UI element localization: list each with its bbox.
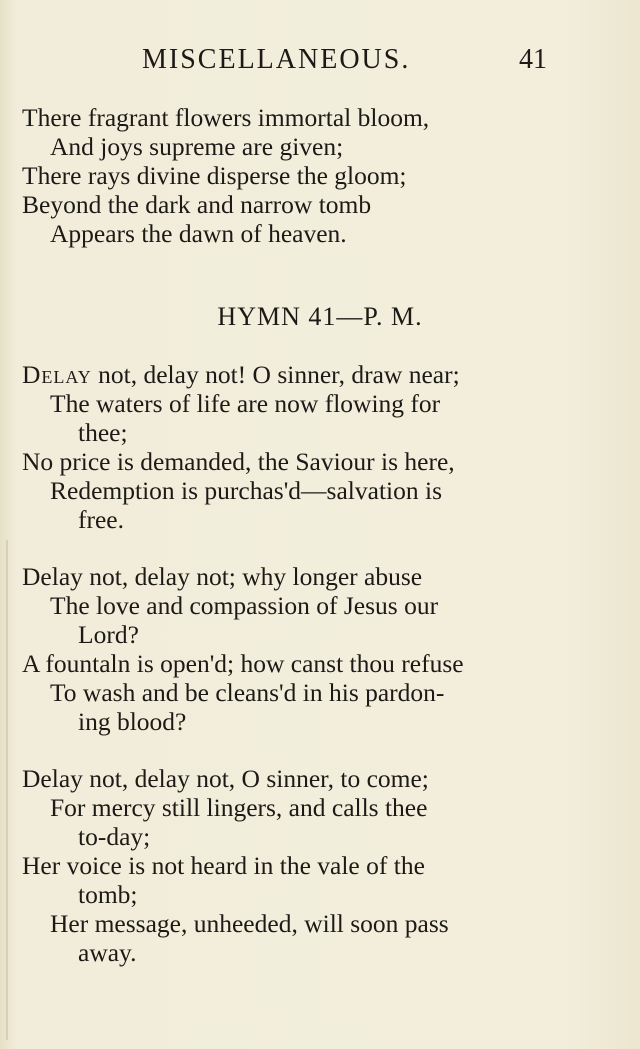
verse-line [0,360,640,389]
hymn-stanza-1 [0,360,640,534]
verse-line: Her message, unheeded, will soon pass [50,909,449,938]
previous-stanza [0,103,640,248]
verse-line: ing blood? [78,707,187,736]
verse-line: And joys supreme are given; [50,132,344,161]
running-header [0,44,640,84]
hymn-stanza-3 [0,764,640,967]
verse-line: to-day; [78,822,151,851]
drop-word: Delay [22,360,92,389]
verse-line: A fountaln is open'd; how canst thou refuse [22,649,464,678]
verse-line: Appears the dawn of heaven. [50,219,347,248]
hymn-stanza-2 [0,562,640,736]
verse-line: The waters of life are now flowing for [50,389,441,418]
verse-line: free. [78,505,124,534]
verse-line: away. [78,938,137,967]
verse-line: Redemption is purchas'd—salvation is [50,476,443,505]
verse-line: tomb; [78,880,138,909]
verse-line: The love and compassion of Jesus our [50,591,439,620]
verse-line: For mercy still lingers, and calls thee [50,793,428,822]
verse-line: There fragrant flowers immortal bloom, [22,103,430,132]
verse-line: Lord? [78,620,139,649]
verse-line: Her voice is not heard in the vale of the [22,851,425,880]
verse-line: Beyond the dark and narrow tomb [22,190,372,219]
verse-line: There rays divine disperse the gloom; [22,161,407,190]
hymn-title: HYMN 41—P. M. [217,302,423,331]
verse-line: No price is demanded, the Saviour is here, [22,447,455,476]
verse-line: Delay not, delay not; why longer abuse [22,562,423,591]
verse-line: Delay not, delay not, O sinner, to come; [22,764,429,793]
page-number: 41 [519,44,547,75]
section-title: MISCELLANEOUS. [142,44,411,75]
verse-line: thee; [78,418,128,447]
verse-line-rest: not, delay not! O sinner, draw near; [91,360,460,389]
verse-line: To wash and be cleans'd in his pardon- [50,678,445,707]
